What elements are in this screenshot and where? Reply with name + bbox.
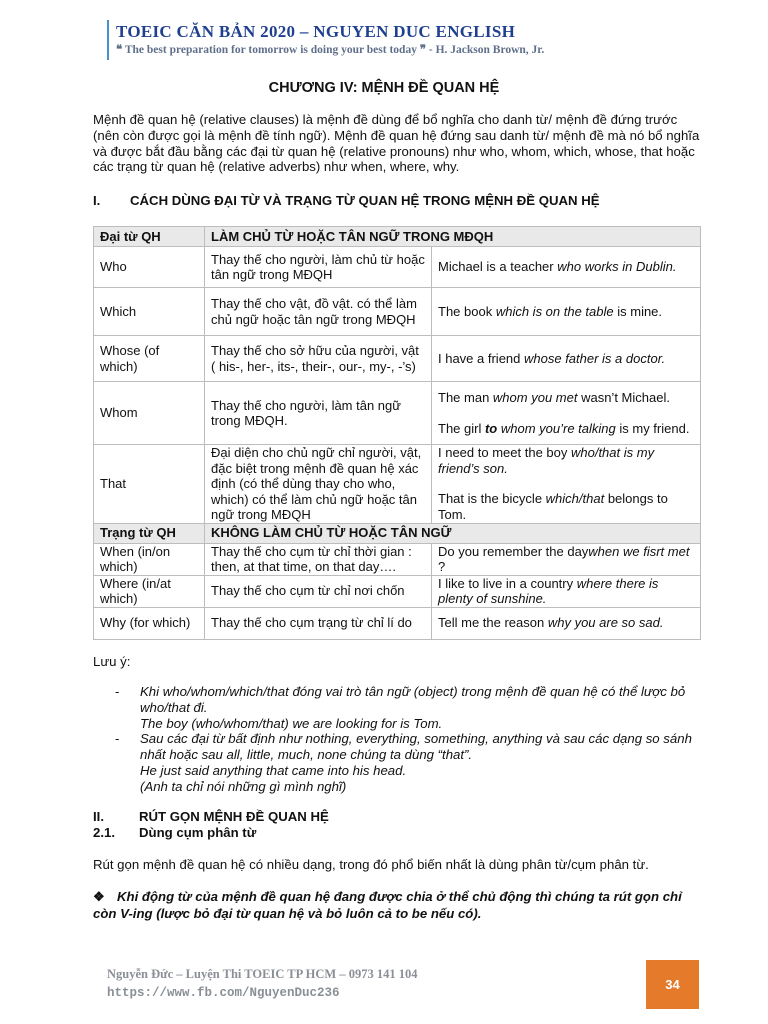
key-rule-text: Khi động từ của mệnh đề quan hệ đang được chia ở thể chủ động thì chúng ta rút gọn chỉ còn V-ing (lược bỏ đại từ quan hệ và bỏ luôn cả to be nếu có). — [93, 889, 682, 921]
word-cell: Whose (of which) — [94, 336, 205, 382]
word-cell: Whom — [94, 382, 205, 445]
section21-number: 2.1. — [93, 825, 115, 840]
chapter-title: CHƯƠNG IV: MỆNH ĐỀ QUAN HỆ — [268, 80, 500, 96]
footer-link[interactable]: https://www.fb.com/NguyenDuc236 — [107, 986, 340, 1000]
usage-cell: Thay thế cho cụm từ chỉ nơi chốn — [205, 575, 432, 607]
header-cell: LÀM CHỦ TỪ HOẶC TÂN NGỮ TRONG MĐQH — [205, 227, 701, 247]
table-row — [94, 382, 701, 445]
table-row — [94, 288, 701, 336]
table-row — [94, 575, 701, 607]
example-cell: I have a friend whose father is a doctor. — [432, 336, 701, 382]
note-translation: (Anh ta chỉ nói những gì mình nghĩ) — [140, 778, 347, 794]
example-cell: I need to meet the boy who/that is my friend’s son. That is the bicycle which/that belongs to Tom. — [432, 445, 701, 524]
dash-bullet: - — [115, 684, 120, 699]
header-accent-bar — [107, 20, 109, 60]
note-label: Lưu ý: — [93, 654, 131, 669]
footer-contact: Nguyễn Đức – Luyện Thi TOEIC TP HCM – 0973 141 104 — [107, 967, 418, 981]
usage-cell: Thay thế cho cụm từ chỉ thời gian : then, at that time, on that day…. — [205, 543, 432, 575]
header-cell: Trạng từ QH — [94, 523, 205, 543]
note-text: Khi who/whom/which/that đóng vai trò tân ngữ (object) trong mệnh đề quan hệ có thể lược bỏ who/that đi. — [140, 684, 686, 715]
section1-number: I. — [93, 193, 101, 208]
word-cell: Why (for which) — [94, 607, 205, 639]
usage-cell: Thay thế cho sở hữu của người, vật ( his-, her-, its-, their-, our-, my-, -’s) — [205, 336, 432, 382]
dash-bullet: - — [115, 731, 120, 747]
notes-list — [115, 684, 705, 795]
table-row — [94, 607, 701, 639]
list-item — [115, 731, 705, 794]
section21-title: Dùng cụm phân từ — [139, 825, 257, 840]
relative-pronoun-table — [93, 226, 701, 640]
note-example: The boy (who/whom/that) we are looking for is Tom. — [140, 715, 443, 731]
table-header-adverbs — [94, 523, 701, 543]
note-example: He just said anything that came into his head. — [140, 762, 407, 778]
table-row — [94, 543, 701, 575]
note-text: Sau các đại từ bất định như nothing, everything, something, anything và sau các dạng so sánh nhất hoặc sau all, little, much, none chúng ta dùng “that”. — [140, 731, 692, 763]
key-rule-bullet — [93, 888, 703, 922]
word-cell: Which — [94, 288, 205, 336]
table-row — [94, 336, 701, 382]
usage-cell: Thay thế cho cụm trạng từ chỉ lí do — [205, 607, 432, 639]
usage-cell: Thay thế cho vật, đồ vật. có thể làm chủ ngữ hoặc tân ngữ trong MĐQH — [205, 288, 432, 336]
list-item — [115, 684, 705, 731]
table-row — [94, 247, 701, 288]
example-cell: I like to live in a country where there is plenty of sunshine. — [432, 575, 701, 607]
word-cell: Where (in/at which) — [94, 575, 205, 607]
usage-cell: Thay thế cho người, làm tân ngữ trong MĐQH. — [205, 382, 432, 445]
table-row — [94, 445, 701, 524]
reduction-paragraph: Rút gọn mệnh đề quan hệ có nhiều dạng, trong đó phổ biến nhất là dùng phân từ/cụm phân từ. — [93, 857, 649, 872]
example-cell: The book which is on the table is mine. — [432, 288, 701, 336]
usage-cell: Thay thế cho người, làm chủ từ hoặc tân ngữ trong MĐQH — [205, 247, 432, 288]
word-cell: Who — [94, 247, 205, 288]
example-cell: The man whom you met wasn’t Michael. The girl to whom you’re talking is my friend. — [432, 382, 701, 445]
section2-title: RÚT GỌN MỆNH ĐỀ QUAN HỆ — [139, 809, 329, 824]
usage-cell: Đại diện cho chủ ngữ chỉ người, vật, đặc biệt trong mệnh đề quan hệ xác định (có thể dùng thay cho who, which) có thể làm chủ ngữ hoặc tân ngữ trong MĐQH — [205, 445, 432, 524]
header-cell: KHÔNG LÀM CHỦ TỪ HOẶC TÂN NGỮ — [205, 523, 701, 543]
intro-paragraph: Mệnh đề quan hệ (relative clauses) là mệnh đề dùng để bổ nghĩa cho danh từ/ mệnh đề đứng trước (nên còn được gọi là mệnh đề tính ngữ). Mệnh đề quan hệ đứng sau danh từ/ mệnh đề mà nó bổ nghĩa và được bắt đầu bằng các đại từ quan hệ (relative pronouns) như who, whom, which, whose, that hoặc các trạng từ quan hệ (relative adverbs) như when, where, why. — [93, 112, 700, 175]
diamond-bullet-icon: ❖ — [93, 889, 105, 904]
header-title: TOEIC CĂN BẢN 2020 – NGUYEN DUC ENGLISH — [116, 22, 516, 41]
example-cell: Tell me the reason why you are so sad. — [432, 607, 701, 639]
header-quote: ❝ The best preparation for tomorrow is doing your best today ❞ - H. Jackson Brown, Jr. — [116, 44, 545, 56]
section1-title: CÁCH DÙNG ĐẠI TỪ VÀ TRẠNG TỪ QUAN HỆ TRONG MỆNH ĐỀ QUAN HỆ — [130, 193, 600, 208]
word-cell: That — [94, 445, 205, 524]
section2-number: II. — [93, 809, 104, 824]
page-number: 34 — [646, 960, 699, 1009]
header-cell: Đại từ QH — [94, 227, 205, 247]
table-header-pronouns — [94, 227, 701, 247]
example-cell: Do you remember the daywhen we fisrt met ? — [432, 543, 701, 575]
example-cell: Michael is a teacher who works in Dublin. — [432, 247, 701, 288]
word-cell: When (in/on which) — [94, 543, 205, 575]
